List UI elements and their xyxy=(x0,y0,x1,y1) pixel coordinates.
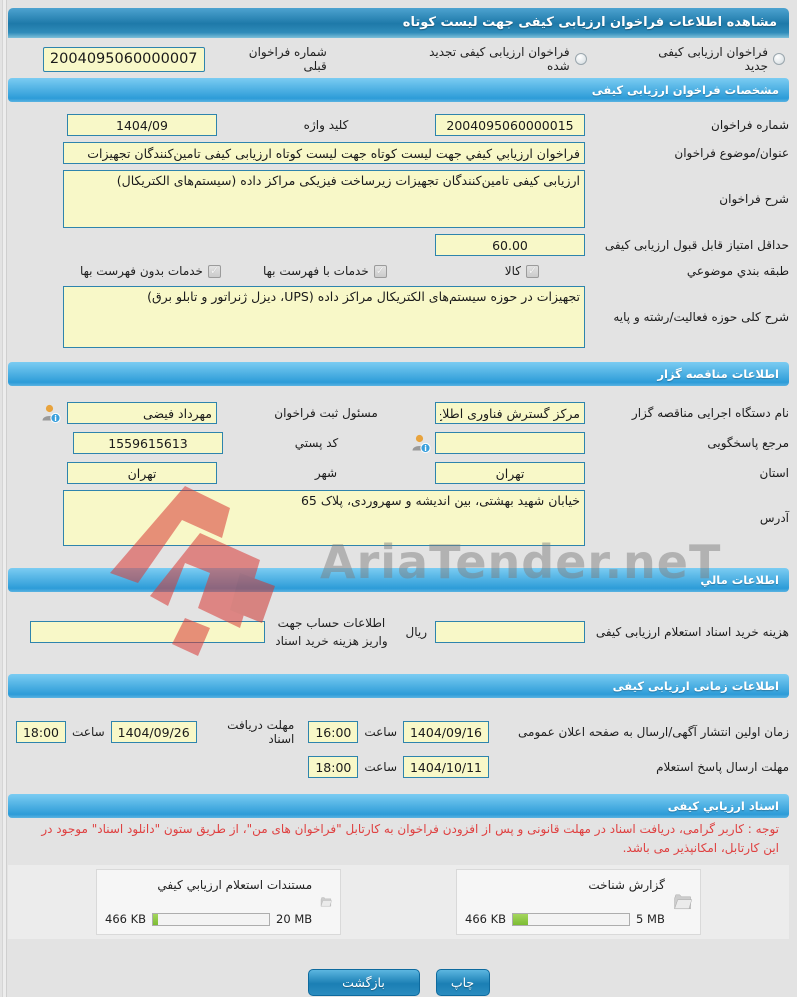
activity-field-label: شرح کلی حوزه فعالیت/رشته و پایه xyxy=(613,310,789,324)
doc-fee-field[interactable] xyxy=(435,621,585,643)
file-box-recognition-report[interactable] xyxy=(456,869,701,935)
user-info-icon[interactable] xyxy=(40,403,61,424)
publish-time-field[interactable] xyxy=(308,721,358,743)
registrar-label: مسئول ثبت فراخوان xyxy=(274,406,378,420)
receive-time-field[interactable] xyxy=(16,721,66,743)
file-title: گزارش شناخت xyxy=(588,878,665,893)
account-info-field[interactable] xyxy=(30,621,265,643)
province-field[interactable] xyxy=(435,462,585,484)
checkbox-services-with-pricelist[interactable] xyxy=(374,265,387,278)
file-title: مستندات استعلام ارزيابي کيفي xyxy=(157,878,313,893)
files-strip xyxy=(8,865,789,939)
file-progress-bar xyxy=(512,913,630,926)
call-desc-label: شرح فراخوان xyxy=(719,192,789,206)
specs-body xyxy=(8,102,789,348)
back-button[interactable]: بازگشت xyxy=(308,969,420,996)
call-desc-field[interactable] xyxy=(63,170,585,228)
svg-text:i: i xyxy=(424,443,427,453)
financial-body xyxy=(8,592,789,674)
svg-text:i: i xyxy=(54,413,57,423)
checkbox-goods-label: کالا xyxy=(504,264,521,278)
activity-field-field[interactable] xyxy=(63,286,585,348)
call-type-row xyxy=(8,42,789,76)
watermark-text: AriaTender.neT xyxy=(320,535,722,589)
section-documents: اسناد ارزيابي کیفی xyxy=(8,794,789,818)
city-field[interactable] xyxy=(67,462,217,484)
min-score-label: حداقل امتیاز قابل قبول ارزیابی کیفی xyxy=(604,238,789,252)
organizer-body xyxy=(8,386,789,546)
folder-icon xyxy=(320,881,332,923)
user-info-icon[interactable] xyxy=(410,433,431,454)
section-financial: اطلاعات مالي xyxy=(8,568,789,592)
hour-label: ساعت xyxy=(364,760,397,774)
folder-icon xyxy=(673,881,692,923)
province-label: استان xyxy=(759,466,789,480)
publish-time-label: زمان اولین انتشار آگهی/ارسال به صفحه اعلان عمومی xyxy=(518,725,789,739)
receive-date-field[interactable] xyxy=(111,721,197,743)
checkbox-services-without-pricelist[interactable] xyxy=(208,265,221,278)
registrar-field[interactable] xyxy=(67,402,217,424)
radio-new-call-label: فراخوان ارزیابی کیفی جدید xyxy=(658,45,768,73)
file-size: 466 KB xyxy=(105,912,147,927)
account-info-label: اطلاعات حساب جهت واریز هزینه خرید اسناد xyxy=(275,616,388,648)
section-timing: اطلاعات زمانی ارزیابی کیفی xyxy=(8,674,789,698)
checkbox-services-with-pricelist-label: خدمات با فهرست بها xyxy=(262,264,369,278)
radio-new-call[interactable] xyxy=(773,53,785,65)
reply-date-field[interactable] xyxy=(403,756,489,778)
page-title: مشاهده اطلاعات فراخوان ارزیابی کیفی جهت لیست کوتاه xyxy=(8,8,789,38)
action-buttons xyxy=(8,969,789,996)
section-organizer: اطلاعات مناقصه گزار xyxy=(8,362,789,386)
call-title-field[interactable] xyxy=(63,142,585,164)
hour-label: ساعت xyxy=(72,725,105,739)
min-score-field[interactable] xyxy=(435,234,585,256)
category-label: طبقه بندي موضوعي xyxy=(686,264,789,278)
postal-code-field[interactable] xyxy=(73,432,223,454)
file-size: 466 KB xyxy=(465,912,507,927)
currency-label: ریال xyxy=(405,625,427,639)
address-label: آدرس xyxy=(759,511,789,525)
call-number-label: شماره فراخوان xyxy=(711,118,789,132)
file-box-evaluation-docs[interactable] xyxy=(96,869,341,935)
prev-call-number-label: شماره فراخوان قبلی xyxy=(248,45,327,73)
radio-renewed-call[interactable] xyxy=(575,53,587,65)
publish-date-field[interactable] xyxy=(403,721,489,743)
checkbox-services-without-pricelist-label: خدمات بدون فهرست بها xyxy=(79,264,203,278)
section-specs: مشخصات فراخوان ارزیابی کیفی xyxy=(8,78,789,102)
contact-ref-field[interactable] xyxy=(435,432,585,454)
receive-deadline-label: مهلت دریافت اسناد xyxy=(227,718,295,746)
organizer-name-label: نام دستگاه اجرایی مناقصه گزار xyxy=(631,406,789,420)
reply-deadline-label: مهلت ارسال پاسخ استعلام xyxy=(656,760,789,774)
file-max-size: 20 MB xyxy=(276,912,313,927)
prev-call-number-field[interactable] xyxy=(43,47,205,72)
timing-body xyxy=(8,698,789,794)
doc-fee-label: هزینه خرید اسناد استعلام ارزیابی کیفی xyxy=(595,625,789,639)
checkbox-goods[interactable] xyxy=(526,265,539,278)
download-notice: توجه : کاربر گرامی، دریافت اسناد در مهلت قانونی و پس از افزودن فراخوان به کارتابل "فراخوان های من"، از طریق ستون "دانلود اسناد" موجود در این کارتابل، امکانپذیر می باشد. xyxy=(41,822,779,855)
print-button[interactable]: چاپ xyxy=(436,969,490,996)
left-scrollbar-strip[interactable] xyxy=(2,0,7,997)
address-field[interactable] xyxy=(63,490,585,546)
keyword-field[interactable] xyxy=(67,114,217,136)
call-title-label: عنوان/موضوع فراخوان xyxy=(674,146,789,160)
reply-time-field[interactable] xyxy=(308,756,358,778)
file-progress-bar xyxy=(152,913,270,926)
radio-renewed-call-label: فراخوان ارزیابی کیفی تجدید شده xyxy=(429,45,570,73)
file-max-size: 5 MB xyxy=(636,912,665,927)
call-number-field[interactable] xyxy=(435,114,585,136)
hour-label: ساعت xyxy=(364,725,397,739)
keyword-label: کلید واژه xyxy=(303,118,349,132)
city-label: شهر xyxy=(314,466,338,480)
organizer-name-field[interactable] xyxy=(435,402,585,424)
postal-code-label: کد پستي xyxy=(294,436,339,450)
contact-ref-label: مرجع پاسخگویی xyxy=(707,436,789,450)
